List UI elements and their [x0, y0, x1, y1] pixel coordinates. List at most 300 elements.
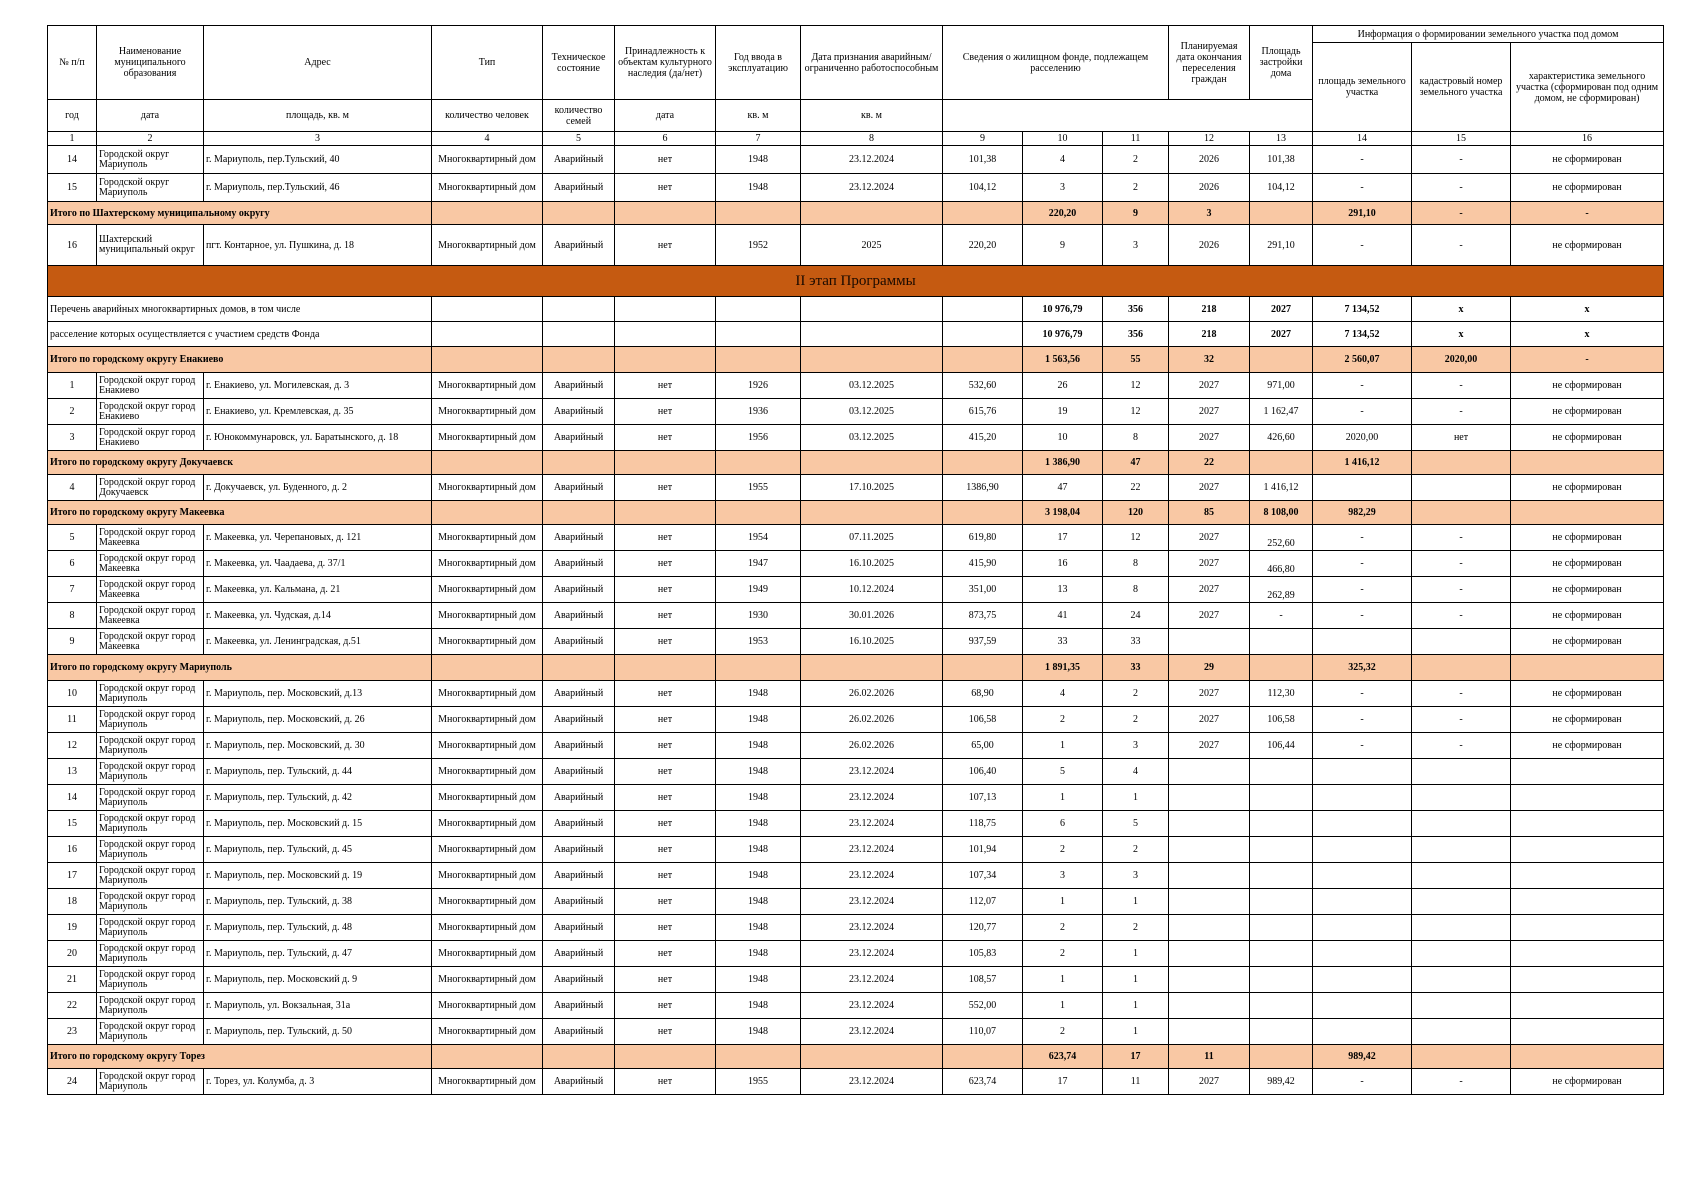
people-count: 13 [1023, 577, 1103, 603]
tech-state: Аварийный [543, 837, 615, 863]
living-area: 415,20 [943, 425, 1023, 451]
heritage-flag: нет [615, 1019, 716, 1045]
resettlement-date: 2027 [1169, 681, 1250, 707]
row-index: 21 [48, 967, 97, 993]
people-count: 1 [1023, 889, 1103, 915]
municipality-name: Городской округ город Мариуполь [97, 759, 204, 785]
municipality-name: Городской округ город Макеевка [97, 629, 204, 655]
building-type: Многоквартирный дом [432, 785, 543, 811]
tech-state: Аварийный [543, 399, 615, 425]
building-type: Многоквартирный дом [432, 681, 543, 707]
building-area: 104,12 [1250, 174, 1313, 202]
land-characteristic: не сформирован [1511, 373, 1664, 399]
tech-state: Аварийный [543, 551, 615, 577]
building-area [1250, 967, 1313, 993]
resettlement-date: 218 [1169, 322, 1250, 347]
column-number: 13 [1250, 132, 1313, 146]
land-characteristic [1511, 759, 1664, 785]
people-count: 10 976,79 [1023, 322, 1103, 347]
year-built: 1949 [716, 577, 801, 603]
land-area [1313, 475, 1412, 501]
living-area: 623,74 [943, 1069, 1023, 1095]
municipality-name: Городской округ город Енакиево [97, 399, 204, 425]
building-area-value: 252,60 [1267, 538, 1295, 549]
building-type: Многоквартирный дом [432, 399, 543, 425]
row-index: 15 [48, 811, 97, 837]
land-characteristic: не сформирован [1511, 225, 1664, 266]
family-count: 5 [1103, 811, 1169, 837]
cadastral-number: нет [1412, 425, 1511, 451]
emergency-date: 10.12.2024 [801, 577, 943, 603]
address: г. Мариуполь, пер. Тульский, д. 47 [204, 941, 432, 967]
building-area: 106,58 [1250, 707, 1313, 733]
family-count: 8 [1103, 551, 1169, 577]
table-row [48, 475, 1664, 501]
municipality-name: Городской округ город Макеевка [97, 525, 204, 551]
building-area [1250, 451, 1313, 475]
row-index: 16 [48, 225, 97, 266]
tech-state: Аварийный [543, 863, 615, 889]
tech-state: Аварийный [543, 225, 615, 266]
living-area [943, 451, 1023, 475]
land-area: - [1313, 1069, 1412, 1095]
address: г. Мариуполь, пер. Московский д. 15 [204, 811, 432, 837]
resettlement-date: 2027 [1169, 399, 1250, 425]
tech-state [543, 347, 615, 373]
resettlement-date [1169, 759, 1250, 785]
municipality-name: Городской округ город Макеевка [97, 603, 204, 629]
emergency-date: 23.12.2024 [801, 146, 943, 174]
cadastral-number [1412, 811, 1511, 837]
table-row [48, 863, 1664, 889]
building-area: 426,60 [1250, 425, 1313, 451]
year-built: 1947 [716, 551, 801, 577]
address: г. Енакиево, ул. Кремлевская, д. 35 [204, 399, 432, 425]
address: г. Мариуполь, пер. Тульский, д. 42 [204, 785, 432, 811]
row-index: 17 [48, 863, 97, 889]
row-index: 16 [48, 837, 97, 863]
emergency-date: 07.11.2025 [801, 525, 943, 551]
emergency-date: 23.12.2024 [801, 863, 943, 889]
people-count: 2 [1023, 1019, 1103, 1045]
heritage-flag: нет [615, 629, 716, 655]
building-type [432, 655, 543, 681]
year-built: 1948 [716, 863, 801, 889]
table-row [48, 1069, 1664, 1095]
building-area [1250, 837, 1313, 863]
building-type: Многоквартирный дом [432, 1069, 543, 1095]
building-area [1250, 863, 1313, 889]
row-index: 23 [48, 1019, 97, 1045]
year-built: 1948 [716, 967, 801, 993]
building-type: Многоквартирный дом [432, 915, 543, 941]
land-characteristic: не сформирован [1511, 733, 1664, 759]
building-area: 989,42 [1250, 1069, 1313, 1095]
building-type: Многоквартирный дом [432, 707, 543, 733]
emergency-date: 30.01.2026 [801, 603, 943, 629]
tech-state: Аварийный [543, 629, 615, 655]
row-index: 7 [48, 577, 97, 603]
building-area [1250, 347, 1313, 373]
col-header-land-characteristic: характеристика земельного участка (сформирован под одним домом, не сформирован) [1511, 43, 1664, 132]
col-header-address: Адрес [204, 26, 432, 100]
address: г. Мариуполь, пер. Тульский, д. 45 [204, 837, 432, 863]
year-built [716, 202, 801, 225]
address: г. Мариуполь, пер. Московский, д. 26 [204, 707, 432, 733]
land-area: 291,10 [1313, 202, 1412, 225]
tech-state: Аварийный [543, 475, 615, 501]
emergency-date: 2025 [801, 225, 943, 266]
column-number: 16 [1511, 132, 1664, 146]
people-count: 1 563,56 [1023, 347, 1103, 373]
resettlement-date: 2026 [1169, 174, 1250, 202]
tech-state: Аварийный [543, 707, 615, 733]
land-characteristic: не сформирован [1511, 425, 1664, 451]
living-area [943, 322, 1023, 347]
cadastral-number [1412, 759, 1511, 785]
unit-resettlement-date: дата [615, 100, 716, 132]
year-built [716, 347, 801, 373]
family-count: 1 [1103, 785, 1169, 811]
municipality-name: Городской округ город Мариуполь [97, 785, 204, 811]
cadastral-number: - [1412, 1069, 1511, 1095]
resettlement-date: 2027 [1169, 525, 1250, 551]
heritage-flag [615, 202, 716, 225]
col-header-heritage: Принадлежность к объектам культурного наследия (да/нет) [615, 26, 716, 100]
building-type: Многоквартирный дом [432, 146, 543, 174]
cadastral-number: - [1412, 225, 1511, 266]
emergency-date: 23.12.2024 [801, 967, 943, 993]
summary-row [48, 322, 1664, 347]
municipality-name: Городской округ город Мариуполь [97, 993, 204, 1019]
column-number: 6 [615, 132, 716, 146]
table-row [48, 967, 1664, 993]
table-row [48, 577, 1664, 603]
emergency-housing-table [47, 25, 1664, 1095]
resettlement-date: 2027 [1169, 707, 1250, 733]
land-area: 2020,00 [1313, 425, 1412, 451]
building-area [1250, 889, 1313, 915]
cadastral-number [1412, 629, 1511, 655]
people-count: 4 [1023, 681, 1103, 707]
family-count: 24 [1103, 603, 1169, 629]
emergency-date [801, 347, 943, 373]
column-number: 1 [48, 132, 97, 146]
col-header-resettlement-date: Планируемая дата окончания переселения граждан [1169, 26, 1250, 100]
resettlement-date: 11 [1169, 1045, 1250, 1069]
table-row [48, 551, 1664, 577]
emergency-date: 26.02.2026 [801, 681, 943, 707]
building-type: Многоквартирный дом [432, 603, 543, 629]
subtotal-row [48, 1045, 1664, 1069]
living-area [943, 297, 1023, 322]
people-count: 17 [1023, 525, 1103, 551]
tech-state: Аварийный [543, 811, 615, 837]
family-count: 1 [1103, 1019, 1169, 1045]
year-built [716, 322, 801, 347]
table-row [48, 681, 1664, 707]
col-header-land-info: Информация о формировании земельного участка под домом [1313, 26, 1664, 43]
year-built [716, 1045, 801, 1069]
people-count: 3 [1023, 174, 1103, 202]
column-number: 15 [1412, 132, 1511, 146]
building-area [1250, 811, 1313, 837]
municipality-name: Городской округ город Мариуполь [97, 707, 204, 733]
year-built: 1954 [716, 525, 801, 551]
living-area: 105,83 [943, 941, 1023, 967]
people-count: 19 [1023, 399, 1103, 425]
tech-state [543, 297, 615, 322]
year-built: 1953 [716, 629, 801, 655]
land-area [1313, 889, 1412, 915]
tech-state [543, 655, 615, 681]
column-number: 12 [1169, 132, 1250, 146]
land-characteristic: x [1511, 297, 1664, 322]
column-number: 4 [432, 132, 543, 146]
tech-state: Аварийный [543, 1019, 615, 1045]
building-type: Многоквартирный дом [432, 967, 543, 993]
cadastral-number [1412, 837, 1511, 863]
building-type: Многоквартирный дом [432, 425, 543, 451]
building-type [432, 451, 543, 475]
row-index: 18 [48, 889, 97, 915]
living-area [943, 1045, 1023, 1069]
living-area: 552,00 [943, 993, 1023, 1019]
building-type: Многоквартирный дом [432, 863, 543, 889]
emergency-date: 26.02.2026 [801, 707, 943, 733]
building-type [432, 202, 543, 225]
year-built [716, 297, 801, 322]
year-built: 1948 [716, 1019, 801, 1045]
column-number: 11 [1103, 132, 1169, 146]
heritage-flag: нет [615, 785, 716, 811]
cadastral-number: - [1412, 707, 1511, 733]
land-area [1313, 993, 1412, 1019]
living-area: 104,12 [943, 174, 1023, 202]
land-area: 982,29 [1313, 501, 1412, 525]
living-area: 615,76 [943, 399, 1023, 425]
emergency-date: 23.12.2024 [801, 993, 943, 1019]
people-count: 16 [1023, 551, 1103, 577]
resettlement-date: 2027 [1169, 425, 1250, 451]
heritage-flag: нет [615, 889, 716, 915]
emergency-date: 23.12.2024 [801, 915, 943, 941]
row-index: 22 [48, 993, 97, 1019]
col-header-land-area: площадь земельного участка [1313, 43, 1412, 132]
stage-title: II этап Программы [48, 266, 1664, 297]
living-area: 106,40 [943, 759, 1023, 785]
year-built: 1948 [716, 681, 801, 707]
people-count: 1 [1023, 993, 1103, 1019]
row-index: 15 [48, 174, 97, 202]
tech-state [543, 451, 615, 475]
col-header-tech-state: Техническое состояние [543, 26, 615, 100]
tech-state: Аварийный [543, 174, 615, 202]
heritage-flag: нет [615, 915, 716, 941]
subtotal-row [48, 451, 1664, 475]
building-area: 101,38 [1250, 146, 1313, 174]
people-count: 5 [1023, 759, 1103, 785]
emergency-date: 23.12.2024 [801, 759, 943, 785]
row-index: 13 [48, 759, 97, 785]
resettlement-date: 2027 [1169, 475, 1250, 501]
building-area [1250, 525, 1313, 551]
emergency-date [801, 1045, 943, 1069]
cadastral-number: x [1412, 297, 1511, 322]
building-type: Многоквартирный дом [432, 993, 543, 1019]
municipality-name: Городской округ Мариуполь [97, 146, 204, 174]
heritage-flag: нет [615, 551, 716, 577]
land-characteristic: не сформирован [1511, 174, 1664, 202]
municipality-name: Городской округ город Мариуполь [97, 941, 204, 967]
living-area: 65,00 [943, 733, 1023, 759]
municipality-name: Городской округ город Мариуполь [97, 811, 204, 837]
heritage-flag: нет [615, 993, 716, 1019]
municipality-name: Шахтерский муниципальный округ [97, 225, 204, 266]
row-index: 2 [48, 399, 97, 425]
land-characteristic [1511, 889, 1664, 915]
resettlement-date: 32 [1169, 347, 1250, 373]
municipality-name: Городской округ город Мариуполь [97, 967, 204, 993]
subtotal-row [48, 501, 1664, 525]
tech-state: Аварийный [543, 941, 615, 967]
col-header-municipality: Наименование муниципального образования [97, 26, 204, 100]
heritage-flag: нет [615, 373, 716, 399]
cadastral-number [1412, 501, 1511, 525]
land-area: - [1313, 373, 1412, 399]
heritage-flag: нет [615, 475, 716, 501]
land-characteristic [1511, 785, 1664, 811]
column-number: 14 [1313, 132, 1412, 146]
cadastral-number: - [1412, 399, 1511, 425]
heritage-flag: нет [615, 603, 716, 629]
land-characteristic [1511, 993, 1664, 1019]
family-count: 12 [1103, 373, 1169, 399]
building-area-value: 466,80 [1267, 564, 1295, 575]
living-area: 101,94 [943, 837, 1023, 863]
resettlement-date: 2027 [1169, 373, 1250, 399]
people-count: 4 [1023, 146, 1103, 174]
resettlement-date: 3 [1169, 202, 1250, 225]
emergency-date: 17.10.2025 [801, 475, 943, 501]
address: г. Юнокоммунаровск, ул. Баратынского, д. 18 [204, 425, 432, 451]
land-area: - [1313, 733, 1412, 759]
year-built: 1948 [716, 889, 801, 915]
living-area: 108,57 [943, 967, 1023, 993]
heritage-flag [615, 1045, 716, 1069]
address: г. Мариуполь, пер.Тульский, 46 [204, 174, 432, 202]
emergency-date: 23.12.2024 [801, 941, 943, 967]
building-area [1250, 655, 1313, 681]
row-index: 14 [48, 146, 97, 174]
column-number: 9 [943, 132, 1023, 146]
building-type [432, 501, 543, 525]
emergency-date: 23.12.2024 [801, 785, 943, 811]
cadastral-number [1412, 941, 1511, 967]
emergency-date: 16.10.2025 [801, 551, 943, 577]
table-row [48, 837, 1664, 863]
land-area: - [1313, 551, 1412, 577]
living-area: 106,58 [943, 707, 1023, 733]
resettlement-date: 2027 [1169, 733, 1250, 759]
column-number: 5 [543, 132, 615, 146]
tech-state: Аварийный [543, 577, 615, 603]
land-area [1313, 785, 1412, 811]
row-index: 6 [48, 551, 97, 577]
building-area-value: 262,89 [1267, 590, 1295, 601]
table-row [48, 425, 1664, 451]
row-index: 14 [48, 785, 97, 811]
resettlement-date: 2026 [1169, 146, 1250, 174]
family-count: 47 [1103, 451, 1169, 475]
land-characteristic [1511, 863, 1664, 889]
tech-state: Аварийный [543, 993, 615, 1019]
family-count: 2 [1103, 837, 1169, 863]
year-built: 1948 [716, 941, 801, 967]
people-count: 3 198,04 [1023, 501, 1103, 525]
living-area: 532,60 [943, 373, 1023, 399]
year-built: 1955 [716, 1069, 801, 1095]
land-area: 7 134,52 [1313, 322, 1412, 347]
land-area: - [1313, 174, 1412, 202]
family-count: 2 [1103, 707, 1169, 733]
emergency-date: 16.10.2025 [801, 629, 943, 655]
land-characteristic [1511, 967, 1664, 993]
cadastral-number: x [1412, 322, 1511, 347]
family-count: 3 [1103, 225, 1169, 266]
col-header-cadastral: кадастровый номер земельного участка [1412, 43, 1511, 132]
land-characteristic: не сформирован [1511, 1069, 1664, 1095]
people-count: 2 [1023, 941, 1103, 967]
address: пгт. Контарное, ул. Пушкина, д. 18 [204, 225, 432, 266]
municipality-name: Городской округ город Макеевка [97, 577, 204, 603]
heritage-flag: нет [615, 399, 716, 425]
cadastral-number: - [1412, 681, 1511, 707]
family-count: 1 [1103, 993, 1169, 1019]
tech-state [543, 501, 615, 525]
emergency-date [801, 501, 943, 525]
building-area: 291,10 [1250, 225, 1313, 266]
heritage-flag: нет [615, 146, 716, 174]
address: г. Мариуполь, пер. Тульский, д. 50 [204, 1019, 432, 1045]
building-type: Многоквартирный дом [432, 629, 543, 655]
cadastral-number: - [1412, 733, 1511, 759]
address: г. Торез, ул. Колумба, д. 3 [204, 1069, 432, 1095]
tech-state: Аварийный [543, 967, 615, 993]
building-type: Многоквартирный дом [432, 837, 543, 863]
people-count: 10 [1023, 425, 1103, 451]
living-area: 112,07 [943, 889, 1023, 915]
unit-families: количество семей [543, 100, 615, 132]
emergency-date: 03.12.2025 [801, 373, 943, 399]
building-area: 8 108,00 [1250, 501, 1313, 525]
land-characteristic: не сформирован [1511, 603, 1664, 629]
land-characteristic: не сформирован [1511, 681, 1664, 707]
people-count: 26 [1023, 373, 1103, 399]
cadastral-number [1412, 655, 1511, 681]
building-type [432, 297, 543, 322]
heritage-flag: нет [615, 941, 716, 967]
land-characteristic [1511, 811, 1664, 837]
living-area: 873,75 [943, 603, 1023, 629]
people-count: 47 [1023, 475, 1103, 501]
municipality-name: Городской округ город Мариуполь [97, 837, 204, 863]
family-count: 1 [1103, 967, 1169, 993]
family-count: 17 [1103, 1045, 1169, 1069]
address: г. Макеевка, ул. Ленинградская, д.51 [204, 629, 432, 655]
people-count: 41 [1023, 603, 1103, 629]
land-area [1313, 629, 1412, 655]
